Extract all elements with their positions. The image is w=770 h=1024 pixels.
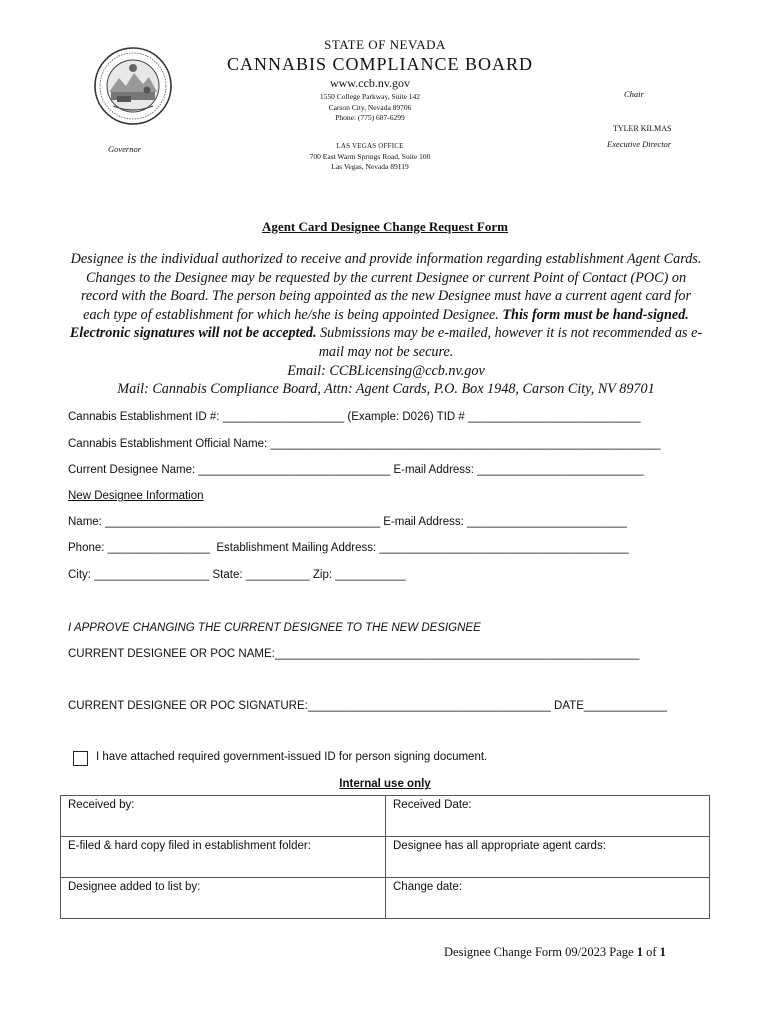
carson-phone: Phone: (775) 687-6299 [335,113,405,122]
new-designee-heading: New Designee Information [68,490,204,502]
table-cell[interactable]: Received by: [61,796,386,837]
state-name: STATE OF NEVADA [324,37,446,52]
new-designee-name-field[interactable]: Name: ___________________________________________ E-mail Address: _________________________ [68,516,627,528]
executive-director-title: Executive Director [607,139,672,149]
page-total: 1 [659,945,666,959]
intro-signature-warning: This form must be hand-signed. Electronic signatures will not be accepted. [69,306,689,342]
form-instructions [66,250,706,399]
form-title: Agent Card Designee Change Request Form [262,219,508,234]
footer-of: of [642,945,660,959]
table-cell[interactable]: E-filed & hard copy filed in establishment folder: [61,837,386,878]
table-cell[interactable]: Change date: [386,878,710,919]
poc-signature-field[interactable]: CURRENT DESIGNEE OR POC SIGNATURE:______________________________________ DATE_____________ [68,700,668,712]
official-name-field[interactable]: Cannabis Establishment Official Name: _____________________________________________________________ [68,438,661,450]
table-cell[interactable]: Received Date: [386,796,710,837]
executive-director-name: TYLER KILMAS [613,124,672,133]
chair-title: Chair [624,89,644,99]
carson-address-line: Carson City, Nevada 89706 [328,102,412,112]
city-state-zip-field[interactable]: City: __________________ State: __________ Zip: ___________ [68,569,406,581]
table-row [61,837,710,878]
poc-name-field[interactable]: CURRENT DESIGNEE OR POC NAME:_________________________________________________________ [68,648,640,660]
footer-text: Designee Change Form 09/2023 Page [444,945,637,959]
intro-text: Designee is the individual authorized to receive and provide information regarding establishment Agent Cards. Changes to the Designee may be requested by the current Designee or current Point of Contact (POC) on record with the Board. The person being appointed as the new Designee must have a current agent card for each type of establishment for which he/she is being appointed Designee. [70,251,702,323]
id-attached-label: I have attached required government-issued ID for person signing document. [96,751,488,763]
current-designee-field[interactable]: Current Designee Name: ______________________________ E-mail Address: __________________________ [68,464,644,476]
internal-use-table [60,795,710,919]
submission-email[interactable]: Email: CCBLicensing@ccb.nv.gov [287,362,485,379]
board-name: CANNABIS COMPLIANCE BOARD [226,54,534,74]
approval-statement: I APPROVE CHANGING THE CURRENT DESIGNEE TO THE NEW DESIGNEE [68,622,481,634]
table-cell[interactable]: Designee added to list by: [61,878,386,919]
establishment-id-field[interactable]: Cannabis Establishment ID #: ___________________ (Example: D026) TID # ___________________________ [68,411,641,423]
table-cell[interactable]: Designee has all appropriate agent cards: [386,837,710,878]
page-number: 1 [636,945,643,959]
website-link[interactable]: www.ccb.nv.gov [329,76,411,90]
governor-title: Governor [108,144,142,154]
carson-address-line: 1550 College Parkway, Suite 142 [319,92,421,101]
submission-mail-address: Mail: Cannabis Compliance Board, Attn: Agent Cards, P.O. Box 1948, Carson City, NV 89701 [117,381,655,398]
id-attached-checkbox[interactable] [73,751,88,766]
internal-use-title: Internal use only [339,778,431,790]
lv-address-line: Las Vegas, Nevada 89119 [331,162,409,171]
lv-address-line: 700 East Warm Springs Road, Suite 100 [309,151,431,161]
table-row [61,796,710,837]
page-footer [444,945,666,960]
intro-text: Submissions may be e-mailed, however it is not recommended as e-mail may not be secure. [316,325,703,360]
phone-address-field[interactable]: Phone: ________________ Establishment Mailing Address: _______________________________________ [68,542,629,554]
lv-office-title: LAS VEGAS OFFICE [336,142,404,150]
table-row [61,878,710,919]
